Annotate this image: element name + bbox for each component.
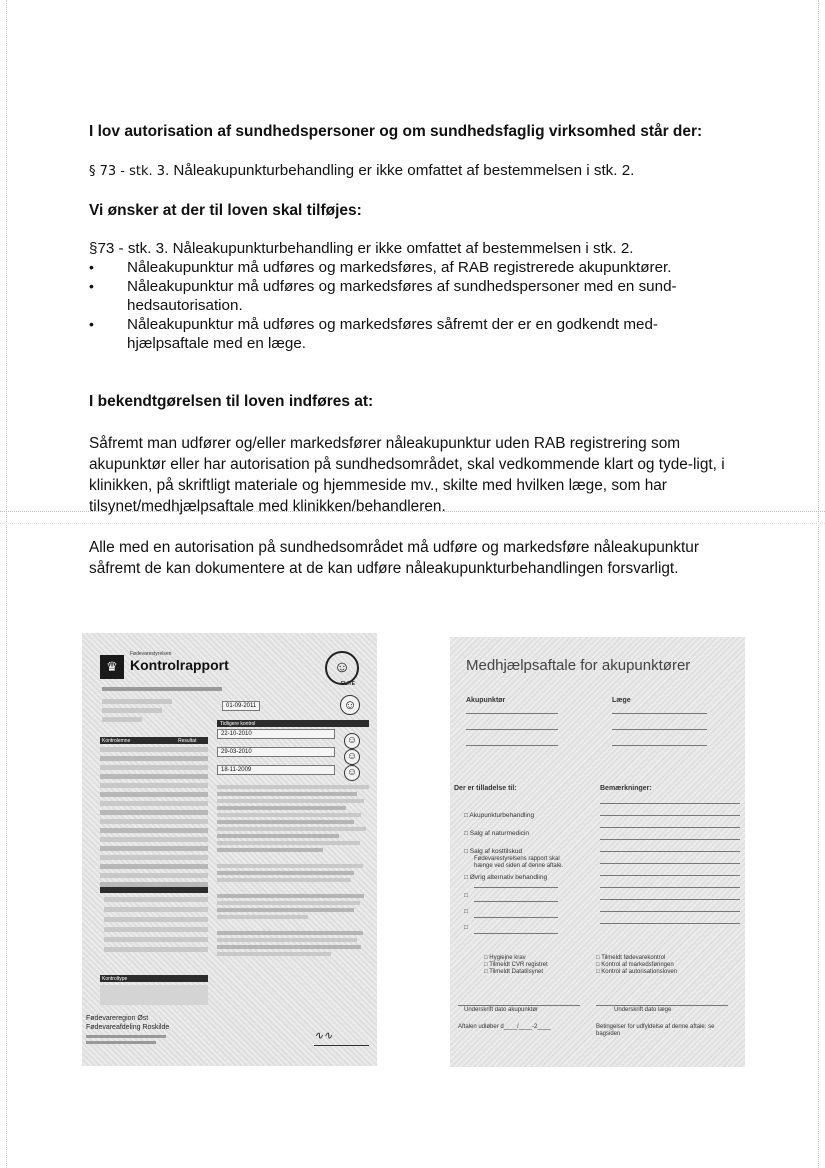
- field-line: [474, 887, 558, 888]
- field-line: [474, 933, 558, 934]
- table-row: [100, 985, 208, 1005]
- requirements-right: □ Tilmeldt fødevarekontrol □ Kontrol af markedsføringen □ Kontrol af autorisationsloven: [596, 955, 678, 975]
- field-line: [612, 713, 707, 714]
- empty-checkbox: □: [464, 892, 468, 899]
- legend-rows: [104, 897, 208, 957]
- permission-item: □ Akupunkturbehandling: [464, 812, 535, 819]
- current-smiley-icon: ☺: [340, 695, 360, 715]
- field-line: [600, 839, 740, 840]
- field-line: [600, 863, 740, 864]
- table-row: [104, 937, 208, 942]
- field-line: [600, 899, 740, 900]
- remark-line: [217, 945, 361, 949]
- permission-note: Fødevarestyrelsens rapport skal hænge ved siden af denne aftale.: [474, 856, 564, 869]
- bullet-item: • Nåleakupunktur må udføres og markedsføres såfremt der er en godkendt med-hjælpsaftale med en læge.: [89, 315, 739, 353]
- field-line: [600, 875, 740, 876]
- clause-quote-prefix: § 73 - stk. 3.: [89, 164, 170, 179]
- address-row: [102, 708, 162, 713]
- table-row: [100, 792, 208, 797]
- remark-line: [217, 915, 308, 919]
- kontroltype-header-label: Kontroltype: [102, 976, 128, 982]
- table-row: [100, 846, 208, 851]
- agreement-title: Medhjælpsaftale for akupunktører: [466, 657, 691, 674]
- remark-line: [217, 799, 364, 803]
- permission-item: □ Salg af kosttilskud: [464, 848, 523, 855]
- agency-name: Fødevarestyrelsen: [130, 651, 172, 657]
- remark-line: [217, 878, 351, 882]
- remark-line: [217, 901, 360, 905]
- footer-address: [86, 1035, 166, 1038]
- remark-line: [217, 827, 366, 831]
- label-akupunktor: Akupunktør: [466, 697, 506, 704]
- previous-smiley-icon: ☺: [344, 749, 360, 765]
- remark-line: [217, 785, 369, 789]
- heading-regulation: I bekendtgørelsen til loven indføres at:: [89, 393, 374, 410]
- previous-smiley-icon: ☺: [344, 733, 360, 749]
- kontrolemne-header-label: Kontrolemne: [102, 738, 131, 744]
- remark-line: [217, 894, 364, 898]
- field-line: [600, 911, 740, 912]
- empty-checkbox: □: [464, 908, 468, 915]
- table-row: [100, 801, 208, 806]
- signature-mark: ∿∿: [314, 1029, 369, 1046]
- remark-line: [217, 813, 361, 817]
- crown-logo-icon: ♛: [100, 655, 124, 679]
- remark-line: [217, 938, 357, 942]
- scan-fold-line-2: [0, 523, 825, 525]
- table-row: [100, 828, 208, 833]
- table-row: [104, 927, 208, 932]
- table-row: [100, 756, 208, 761]
- signature-label-laege: Underskrift dato læge: [614, 1007, 672, 1013]
- medhjaelpsaftale-scan-image: [450, 637, 745, 1067]
- addition-bullet-list: [89, 258, 739, 353]
- address-row: [102, 717, 142, 722]
- field-line: [474, 917, 558, 918]
- bullet-item: • Nåleakupunktur må udføres og markedsføres, af RAB registrerede akupunktører.: [89, 258, 739, 277]
- remark-line: [217, 871, 354, 875]
- previous-date-1: 22-10-2010: [217, 729, 335, 739]
- signature-label-akupunktor: Underskrift dato akupunktør: [464, 1007, 539, 1013]
- remark-line: [217, 834, 339, 838]
- permission-item: □ Øvrig alternativ behandling: [464, 874, 548, 881]
- table-row: [104, 947, 208, 952]
- field-line: [466, 745, 558, 746]
- table-row: [104, 907, 208, 912]
- remark-line: [217, 792, 357, 796]
- remark-line: [217, 908, 354, 912]
- table-row: [100, 810, 208, 815]
- address-bar: [102, 687, 222, 691]
- remark-line: [217, 864, 363, 868]
- previous-date-3: 18-11-2009: [217, 765, 335, 775]
- scan-margin-line-right: [818, 0, 820, 1168]
- clause-new: §73 - stk. 3. Nåleakupunkturbehandling er ikke omfattet af bestemmelsen i stk. 2.: [89, 240, 634, 257]
- table-row: [100, 873, 208, 878]
- table-row: [100, 783, 208, 788]
- previous-header-label: Tidligere kontrol: [220, 721, 256, 727]
- clause-quote: [89, 161, 634, 182]
- field-line: [466, 713, 558, 714]
- remarks-lines: [600, 803, 740, 935]
- remark-line: [217, 848, 323, 852]
- table-row: [100, 765, 208, 770]
- elite-badge-label: ELITE: [340, 681, 355, 687]
- permission-item: □ Salg af naturmedicin: [464, 830, 529, 837]
- report-title: Kontrolrapport: [130, 657, 229, 673]
- resultat-header-label: Resultat: [178, 738, 197, 744]
- footer-region: Fødevareregion Øst: [86, 1015, 149, 1022]
- remark-line: [217, 806, 346, 810]
- address-row: [102, 699, 172, 704]
- inspection-date: 01-09-2011: [222, 701, 260, 711]
- field-line: [600, 887, 740, 888]
- paragraph-authorisation: Alle med en autorisation på sundhedsområdet må udføre og markedsføre nåleakupunktur såfremt de kan dokumentere at de kan udføre nåleakupunkturbehandlingen forsvarligt.: [89, 539, 699, 577]
- previous-date-2: 29-03-2010: [217, 747, 335, 757]
- field-line: [600, 815, 740, 816]
- table-row: [104, 917, 208, 922]
- table-row: [100, 837, 208, 842]
- field-line: [600, 923, 740, 924]
- requirements-left: □ Hygiejne krav □ Tilmeldt CVR registret □ Tilmeldt Datatilsynet: [484, 955, 548, 975]
- paragraph-regulation: Såfremt man udfører og/eller markedsfører nåleakupunktur uden RAB registrering som akupunktør eller har autorisation på sundhedsområdet, skal vedkommende klart og tyde-ligt, i klinikken, på skriftligt materiale og hjemmeside mv., skilte med hvilken læge, som har tilsynet/medhjælpsaftale med klinikken/behandleren.: [89, 435, 725, 515]
- footer-department: Fødevareafdeling Roskilde: [86, 1024, 170, 1031]
- label-bemaerkninger: Bemærkninger:: [600, 785, 652, 792]
- previous-smiley-icon: ☺: [344, 765, 360, 781]
- label-laege: Læge: [612, 697, 631, 704]
- scan-margin-line-left: [6, 0, 8, 1168]
- kontrolrapport-scan-image: [82, 633, 377, 1066]
- remarks-column: [217, 785, 369, 959]
- table-row: [100, 864, 208, 869]
- signature-line: [458, 1005, 580, 1006]
- remark-line: [217, 820, 354, 824]
- signature-line: [596, 1005, 728, 1006]
- expiry-text: Aftalen udløber d____/____-2____: [458, 1024, 551, 1030]
- clause-quote-text: Nåleakupunkturbehandling er ikke omfattet af bestemmelsen i stk. 2.: [169, 162, 635, 179]
- table-row: [104, 897, 208, 902]
- field-line: [600, 827, 740, 828]
- empty-checkbox: □: [464, 924, 468, 931]
- remark-line: [217, 952, 331, 956]
- legend-header-bar: [100, 887, 208, 893]
- table-row: [100, 819, 208, 824]
- remark-line: [217, 841, 360, 845]
- elite-smiley-icon: ☺: [325, 651, 359, 685]
- heading-law: I lov autorisation af sundhedspersoner og om sundhedsfaglig virksomhed står der:: [89, 123, 703, 140]
- footer-address: [86, 1041, 156, 1044]
- label-tilladelse: Der er tilladelse til:: [454, 785, 517, 792]
- heading-addition: Vi ønsker at der til loven skal tilføjes:: [89, 202, 362, 219]
- kontrolrapport-header: [90, 641, 369, 687]
- field-line: [600, 803, 740, 804]
- table-row: [100, 855, 208, 860]
- field-line: [466, 729, 558, 730]
- field-line: [600, 851, 740, 852]
- remark-line: [217, 931, 363, 935]
- kontrolemne-rows: [100, 747, 208, 891]
- bullet-item: • Nåleakupunktur må udføres og markedsføres af sundhedspersoner med en sund-hedsautorisation.: [89, 277, 739, 315]
- field-line: [612, 729, 707, 730]
- field-line: [612, 745, 707, 746]
- table-row: [100, 774, 208, 779]
- field-line: [474, 901, 558, 902]
- table-row: [100, 747, 208, 752]
- conditions-text: Betingelser for udfyldelse af denne aftale: se bagsiden: [596, 1024, 715, 1037]
